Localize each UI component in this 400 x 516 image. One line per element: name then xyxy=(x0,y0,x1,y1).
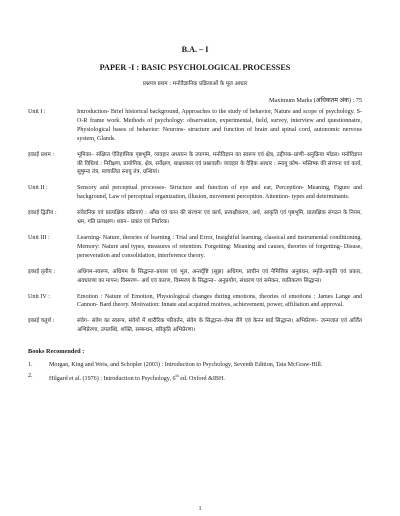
unit-label: Unit III : xyxy=(28,234,50,241)
unit-text: संवेदनिक एवं प्रात्यक्षिक प्रक्रियाएं : आँख एवं कान की संरचना एवं कार्य, प्रत्यक्षीकरण, अर्थ, आकृति एवं पृष्ठभूमि, प्रात्यक्षिक संगठन के नियम, भ्रम, गति प्रत्यक्षण। ध्यान– प्रकार एवं निर्धारक। xyxy=(77,210,362,226)
book-text: Hilgard et al. (1976) : Introduction to Psychology, 6th ed. Oxford &IBH. xyxy=(49,373,225,383)
course-title: B.A. – I xyxy=(181,45,209,54)
book-number: 1. xyxy=(28,362,33,369)
unit-text: Introduction- Brief historical background, Approaches to the study of behavior, Nature and scope of psychology. S-O-R frame work. Methods of psychology: observation, experimental, field, survey, interview and questionnaire, Physiological bases of behavior: Neurons- structure and function of brain and spinal cord, autonomic nervous system, Glands. xyxy=(77,109,362,142)
unit-row xyxy=(28,234,362,261)
book-item xyxy=(28,361,362,370)
unit-label: इकाई चतुर्थ : xyxy=(28,318,55,325)
paper-title: PAPER -I : BASIC PSYCHOLOGICAL PROCESSES xyxy=(99,63,291,72)
book-text: Morgan, King and Weis, and Schopler (2003) : Introduction to Psychology, Seventh Edition, Tata McGraw-Hill. xyxy=(49,362,323,369)
unit-label: Unit IV : xyxy=(28,293,50,300)
unit-row xyxy=(28,209,362,227)
units-list xyxy=(28,108,362,335)
unit-row xyxy=(28,317,362,335)
unit-text: Learning- Nature, theories of learning : Trial and Error, Insightful learning, classical and instrumental conditioning. Memory: Nature and types, measures of retention. Forgetting: Meaning and causes, theories of forgetting- Disuse, perseveration and consolidation, interference theory. xyxy=(77,234,362,259)
unit-text: Sensory and perceptual processes- Structure and function of eye and ear, Perception- Meaning, Figure and background, Law of perceptual organization, illusion, movement perception. Attention- types and determinants. xyxy=(77,185,362,201)
books-list xyxy=(28,361,362,384)
unit-row xyxy=(28,268,362,286)
books-title: Books Recomended : xyxy=(28,348,85,356)
maximum-marks: Maximum Marks (अधिकतम अंक) : 75 xyxy=(269,97,362,104)
book-number: 2. xyxy=(28,373,33,380)
unit-row xyxy=(28,151,362,178)
unit-label: Unit I : xyxy=(28,109,46,115)
page-number: 1 xyxy=(198,505,202,512)
unit-label: Unit II : xyxy=(28,185,48,192)
unit-row xyxy=(28,293,362,311)
unit-text: अधिगम–स्वरूप, अधिगम के सिद्धान्त–प्रयास एवं भूल, अन्तर्दृष्टि (सूझ) अधिगम, प्राचीन एवं नैमित्तिक अनुबंधन, स्मृति–प्रकृति एवं प्रकार, अवधारणा का मापन। विस्मरण– अर्थ एवं कारण, विस्मरण के सिद्धान्त– अनुप्रयोग, संधारण एवं समेकन, व्यतिकरण सिद्धान्त। xyxy=(77,268,362,284)
unit-text: भूमिका– संक्षिप्त ऐतिहासिक पृष्ठभूमि, व्यवहार अध्ययन के उपागम, मनोविज्ञान का स्वरूप एवं क्षेत्र, उद्दीपक–प्राणी–अनुक्रिया मॉडल। मनोविज्ञान की विधियां : निरीक्षण, प्रायोगिक, क्षेत्र, सर्वेक्षण, साक्षात्कार एवं प्रश्नावली। व्यवहार के दैहिक आधार : स्नायु कोष– मस्तिष्क की संरचना एवं कार्य, सुषुम्ना तंत्र, स्वचालित स्नायु तंत्र, ग्रन्थियां। xyxy=(77,151,362,176)
book-item xyxy=(28,372,362,384)
unit-label: इकाई प्रथम : xyxy=(28,151,55,158)
unit-label: इकाई द्वितीय : xyxy=(28,210,57,217)
unit-row xyxy=(28,184,362,202)
paper-subtitle-hindi: प्रश्नपत्र प्रथम : मनोवैज्ञानिक प्रक्रियाओं के मूल आधार xyxy=(142,81,248,87)
unit-label: इकाई तृतीय : xyxy=(28,268,56,275)
unit-text: संवेग– संवेग का स्वरूप, संवेगों में शारीरिक परिवर्तन, संवेग के सिद्धान्त–जेम्स लैंगे एवं केनन बार्ड सिद्धान्त। अभिप्रेरणा– जन्मजात एवं अर्जित अभिप्रेरणा, उपलब्धि, शक्ति, सम्बन्धन, स्वीकृति अभिप्रेरणा। xyxy=(77,318,362,334)
unit-text: Emotion : Nature of Emotion, Physiological changes during emotions, theories of emotions : James Lange and Cannon- Bard theory. Motivation: Innate and acquired motives, achievement, power, affiliation and approval. xyxy=(77,293,362,309)
unit-row xyxy=(28,108,362,144)
